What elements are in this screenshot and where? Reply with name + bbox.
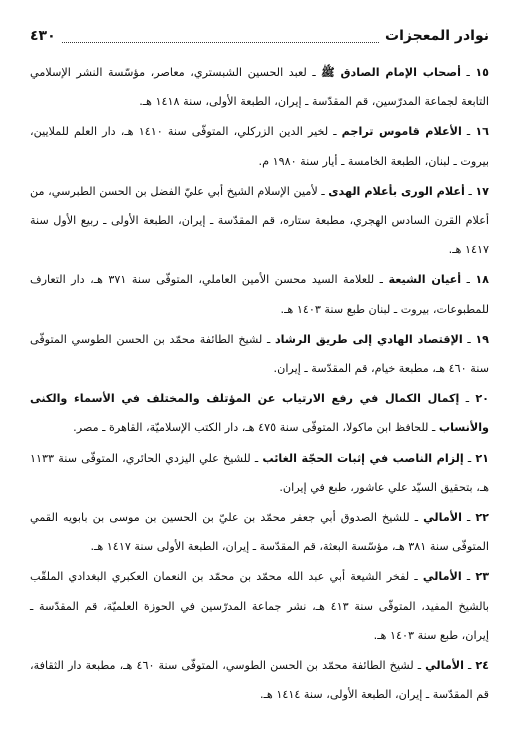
entry-number: ١٥ xyxy=(475,66,489,79)
entry-title: الأمالي xyxy=(423,511,462,525)
entry-text: لعبد الحسين الشبستري، معاصر، مؤسّسة النشر الإسلامي التابعة لجماعة المدرّسين، قم المقدّسة ـ إيران، الطبعة الأولى، سنة ١٤١٨ هـ. xyxy=(30,66,489,109)
header-leader-dots xyxy=(62,42,379,43)
entry-title: الأمالي xyxy=(422,570,462,584)
bibliography-entry: ٢٣ ـ الأمالي ـ لفخر الشيعة أبي عبد الله محمّد بن محمّد بن النعمان العكبري البغدادي الملقّب بالشيخ المفيد، المتوفّى سنة ٤١٣ هـ، نشر جماعة المدرّسين في الحوزة العلميّة، قم المقدّسة ـ إيران، طبع سنة ١٤٠٣ هـ. xyxy=(30,570,490,642)
entry-number: ١٧ xyxy=(475,184,490,198)
entry-title: أعلام الورى بأعلام الهدى xyxy=(328,184,465,198)
bibliography-entry: ١٧ ـ أعلام الورى بأعلام الهدى ـ لأمين الإسلام الشيخ أبي عليّ الفضل بن الحسن الطبرسي، من أعلام القرن السادس الهجري، مطبعة ستاره، قم المقدّسة ـ إيران، الطبعة الأولى ـ ربيع الأول سنة ١٤١٧ هـ. xyxy=(30,184,490,257)
entry-number: ٢٣ xyxy=(475,570,490,584)
entry-number: ٢٠ xyxy=(475,392,489,406)
bibliography-entry: ٢٠ ـ إكمال الكمال في رفع الارتياب عن المؤتلف والمختلف في الأسماء والكنى والأنساب ـ للحافظ ابن ماكولا، المتوفّى سنة ٤٧٥ هـ، دار الكتب الإسلاميّة، القاهرة ـ مصر. xyxy=(30,392,489,435)
entry-text: لفخر الشيعة أبي عبد الله محمّد بن محمّد بن النعمان العكبري البغدادي الملقّب بالشيخ المفيد، المتوفّى سنة ٤١٣ هـ، نشر جماعة المدرّسين في الحوزة العلميّة، قم المقدّسة ـ إيران، طبع سنة ١٤٠٣ هـ. xyxy=(30,570,489,642)
entry-title: إكمال الكمال في رفع الارتياب عن المؤتلف والمختلف في الأسماء والكنى والأنساب xyxy=(30,392,489,435)
bibliography-list xyxy=(30,58,489,709)
bibliography-entry: ١٥ ـ أصحاب الإمام الصادق ﷺ ـ لعبد الحسين الشبستري، معاصر، مؤسّسة النشر الإسلامي التابعة لجماعة المدرّسين، قم المقدّسة ـ إيران، الطبعة الأولى، سنة ١٤١٨ هـ. xyxy=(30,66,489,109)
entry-number: ٢١ xyxy=(475,451,490,465)
entry-text: لشيخ الطائفة محمّد بن الحسن الطوسي المتوفّى سنة ٤٦٠ هـ، مطبعة خيام، قم المقدّسة ـ إيران. xyxy=(30,332,489,376)
entry-text: للحافظ ابن ماكولا، المتوفّى سنة ٤٧٥ هـ، دار الكتب الإسلاميّة، القاهرة ـ مصر. xyxy=(73,421,429,435)
running-title: نوادر المعجزات xyxy=(385,28,489,44)
entry-text: لخير الدين الزركلي، المتوفّى سنة ١٤١٠ هـ، دار العلم للملايين، بيروت ـ لبنان، الطبعة الخامسة ـ أيار سنة ١٩٨٠ م. xyxy=(30,125,489,168)
entry-title: الإقتصاد الهادي إلى طريق الرشاد xyxy=(274,332,463,346)
entry-title: أصحاب الإمام الصادق ﷺ xyxy=(321,66,461,79)
bibliography-entry: ٢١ ـ إلزام الناصب في إثبات الحجّة الغائب ـ للشيخ علي اليزدي الحائري، المتوفّى سنة ١١٣٣ هـ، بتحقيق السيّد علي عاشور، طبع في إيران. xyxy=(30,451,490,494)
entry-text: للشيخ الصدوق أبي جعفر محمّد بن عليّ بن الحسين بن موسى بن بابويه القمي المتوفّى سنة ٣٨١ هـ، مؤسّسة البعثة، قم المقدّسة ـ إيران، الطبعة الأولى سنة ١٤١٧ هـ. xyxy=(30,511,489,554)
entry-title: أعيان الشيعة xyxy=(388,273,462,287)
entry-text: للعلامة السيد محسن الأمين العاملي، المتوفّى سنة ٣٧١ هـ، دار التعارف للمطبوعات، بيروت ـ لبنان طبع سنة ١٤٠٣ هـ. xyxy=(30,273,489,316)
entry-number: ٢٢ xyxy=(475,511,489,525)
page-number: ٤٣٠ xyxy=(30,28,56,44)
entry-number: ١٦ xyxy=(475,125,489,139)
entry-text: للشيخ علي اليزدي الحائري، المتوفّى سنة ١١٣٣ هـ، بتحقيق السيّد علي عاشور، طبع في إيران. xyxy=(30,451,489,494)
entry-text: لشيخ الطائفة محمّد بن الحسن الطوسي، المتوفّى سنة ٤٦٠ هـ، مطبعة دار الثقافة، قم المقدّسة ـ إيران، الطبعة الأولى، سنة ١٤١٤ هـ. xyxy=(30,659,489,702)
entry-number: ٢٤ xyxy=(475,659,489,673)
entry-number: ١٩ xyxy=(475,332,489,346)
entry-title: الأعلام قاموس تراجم xyxy=(341,125,462,139)
bibliography-entry: ١٨ ـ أعيان الشيعة ـ للعلامة السيد محسن الأمين العاملي، المتوفّى سنة ٣٧١ هـ، دار التعارف للمطبوعات، بيروت ـ لبنان طبع سنة ١٤٠٣ هـ. xyxy=(30,273,490,316)
bibliography-entry: ٢٤ ـ الأمالي ـ لشيخ الطائفة محمّد بن الحسن الطوسي، المتوفّى سنة ٤٦٠ هـ، مطبعة دار الثقافة، قم المقدّسة ـ إيران، الطبعة الأولى، سنة ١٤١٤ هـ. xyxy=(30,659,489,702)
entry-number: ١٨ xyxy=(475,273,490,287)
entry-title: إلزام الناصب في إثبات الحجّة الغائب xyxy=(262,451,464,465)
entry-title: الأمالي xyxy=(425,659,464,673)
entry-text: لأمين الإسلام الشيخ أبي عليّ الفضل بن الحسن الطبرسي، من أعلام القرن السادس الهجري، مطبعة ستاره، قم المقدّسة ـ إيران، الطبعة الأولى ـ ربيع الأول سنة ١٤١٧ هـ. xyxy=(30,184,489,257)
bibliography-entry: ٢٢ ـ الأمالي ـ للشيخ الصدوق أبي جعفر محمّد بن عليّ بن الحسين بن موسى بن بابويه القمي المتوفّى سنة ٣٨١ هـ، مؤسّسة البعثة، قم المقدّسة ـ إيران، الطبعة الأولى سنة ١٤١٧ هـ. xyxy=(30,511,489,554)
bibliography-entry: ١٦ ـ الأعلام قاموس تراجم ـ لخير الدين الزركلي، المتوفّى سنة ١٤١٠ هـ، دار العلم للملايين، بيروت ـ لبنان، الطبعة الخامسة ـ أيار سنة ١٩٨٠ م. xyxy=(30,125,489,168)
page-header xyxy=(30,28,489,50)
bibliography-entry: ١٩ ـ الإقتصاد الهادي إلى طريق الرشاد ـ لشيخ الطائفة محمّد بن الحسن الطوسي المتوفّى سنة ٤٦٠ هـ، مطبعة خيام، قم المقدّسة ـ إيران. xyxy=(30,332,489,376)
